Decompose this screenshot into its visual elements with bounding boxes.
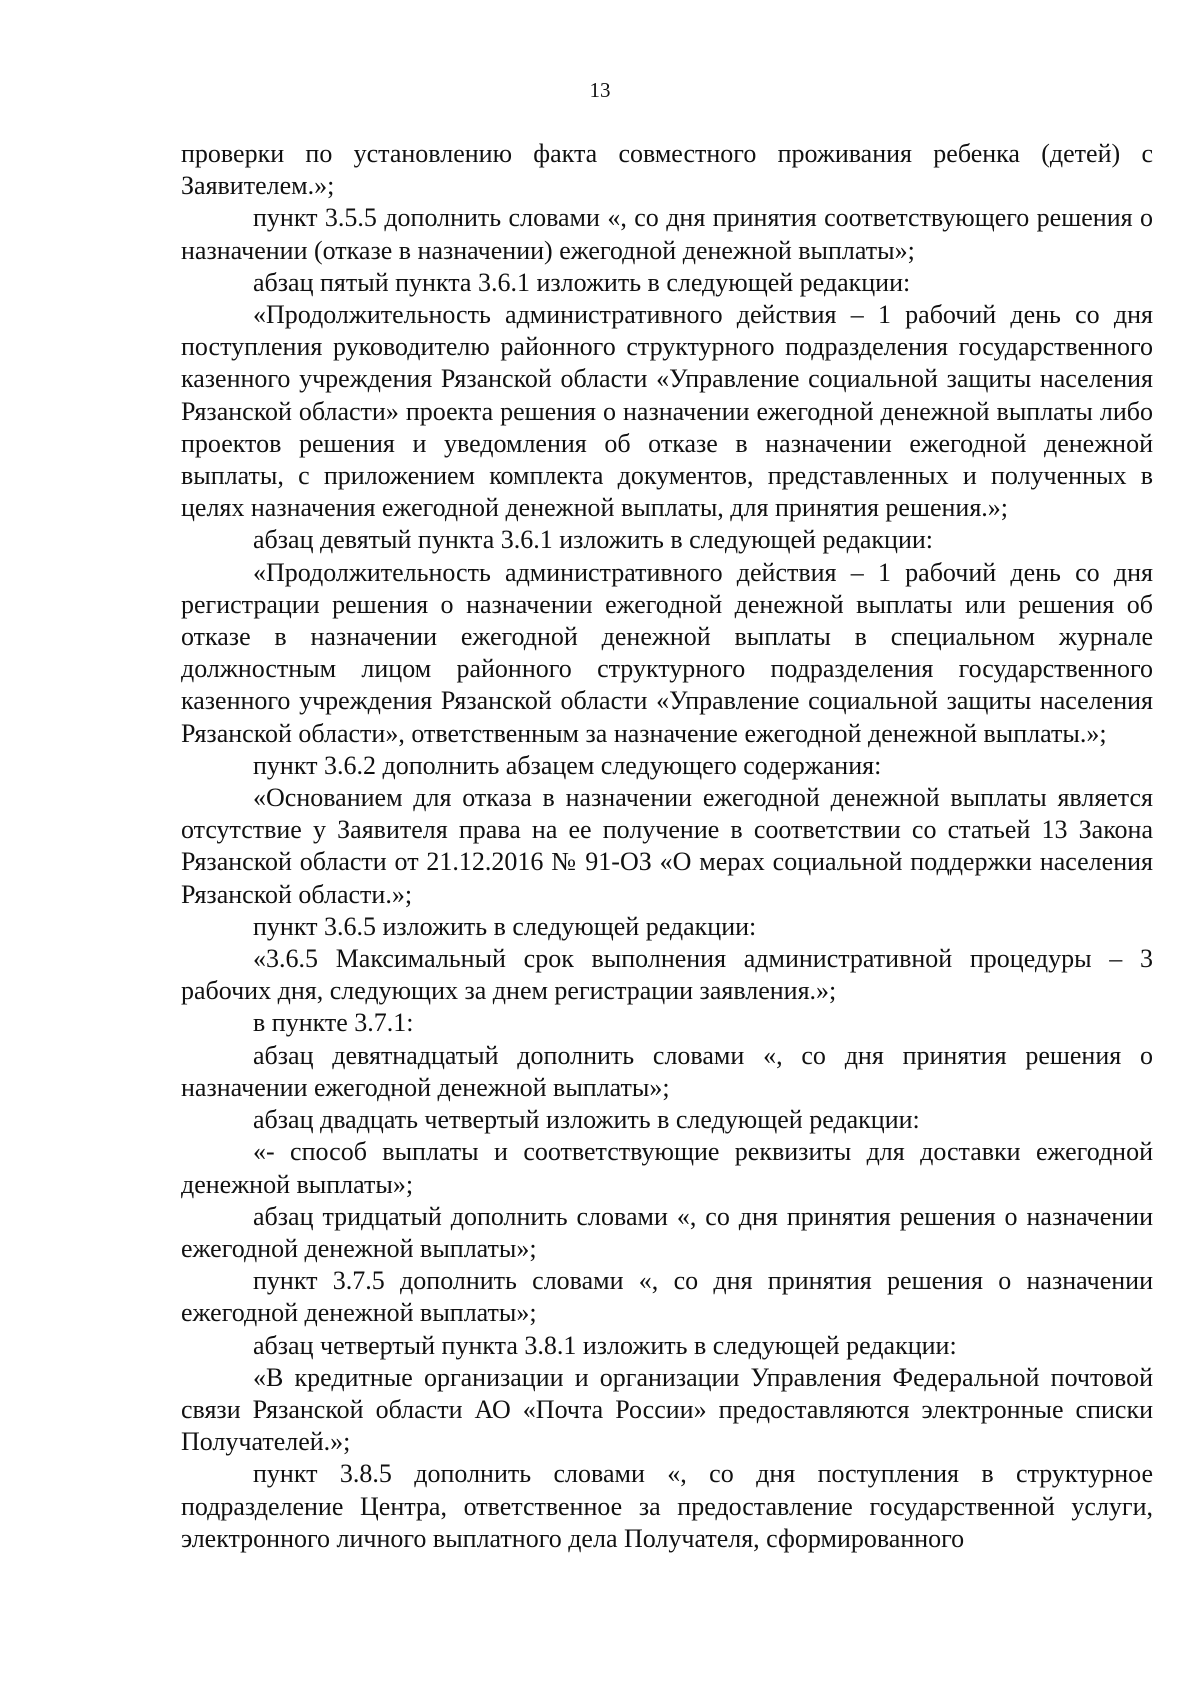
paragraph-item-3-5-5: пункт 3.5.5 дополнить словами «, со дня принятия соответствующего решения о назначении (отказе в назначении) ежегодной денежной выплаты»; xyxy=(181,203,1153,265)
paragraph-quote-duration-2: «Продолжительность административного действия – 1 рабочий день со дня регистрации решения о назначении ежегодной денежной выплаты или решения об отказе в назначении ежегодной денежной выплаты в специальном журнале должностным лицом районного структурного подразделения государственного казенного учреждения Рязанской области «Управление социальной защиты населения Рязанской области», ответственным за назначение ежегодной денежной выплаты.»; xyxy=(181,557,1153,748)
paragraph-continuation: проверки по установлению факта совместного проживания ребенка (детей) с Заявителем.»; xyxy=(181,139,1153,201)
paragraph-quote-duration-1: «Продолжительность административного действия – 1 рабочий день со дня поступления руководителю районного структурного подразделения государственного казенного учреждения Рязанской области «Управление социальной защиты населения Рязанской области» проекта решения о назначении ежегодной денежной выплаты либо проектов решения и уведомления об отказе в назначении ежегодной денежной выплаты, с приложением комплекта документов, представленных и полученных в целях назначения ежегодной денежной выплаты, для принятия решения.»; xyxy=(181,300,1153,523)
paragraph-item-3-7-5: пункт 3.7.5 дополнить словами «, со дня принятия решения о назначении ежегодной денежной выплаты»; xyxy=(181,1266,1153,1328)
paragraph-abzac-19: абзац девятнадцатый дополнить словами «, со дня принятия решения о назначении ежегодной денежной выплаты»; xyxy=(181,1040,1153,1102)
paragraph-item-3-6-5: пункт 3.6.5 изложить в следующей редакции: xyxy=(253,911,757,941)
paragraph-quote-max-term: «3.6.5 Максимальный срок выполнения административной процедуры – 3 рабочих дня, следующих за днем регистрации заявления.»; xyxy=(181,944,1153,1006)
paragraph-item-3-7-1: в пункте 3.7.1: xyxy=(253,1008,414,1038)
paragraph-quote-refusal-basis: «Основанием для отказа в назначении ежегодной денежной выплаты является отсутствие у Заявителя права на ее получение в соответствии со статьей 13 Закона Рязанской области от 21.12.2016 № 91-ОЗ «О мерах социальной поддержки населения Рязанской области.»; xyxy=(181,783,1153,909)
paragraph-abzac-24: абзац двадцать четвертый изложить в следующей редакции: xyxy=(253,1105,920,1135)
paragraph-abzac-30: абзац тридцатый дополнить словами «, со дня принятия решения о назначении ежегодной денежной выплаты»; xyxy=(181,1201,1153,1263)
paragraph-item-3-6-2: пункт 3.6.2 дополнить абзацем следующего содержания: xyxy=(253,750,882,780)
paragraph-quote-payment-method: «- способ выплаты и соответствующие реквизиты для доставки ежегодной денежной выплаты»; xyxy=(181,1137,1153,1199)
paragraph-item-3-6-1-abzac-9: абзац девятый пункта 3.6.1 изложить в следующей редакции: xyxy=(253,525,934,555)
paragraph-item-3-8-5: пункт 3.8.5 дополнить словами «, со дня поступления в структурное подразделение Центра, ответственное за предоставление государственной услуги, электронного личного выплатного дела Получателя, сформированного xyxy=(181,1459,1153,1553)
paragraph-quote-credit-orgs: «В кредитные организации и организации Управления Федеральной почтовой связи Рязанской области АО «Почта России» предоставляются электронные списки Получателей.»; xyxy=(181,1362,1153,1457)
document-body xyxy=(181,138,1153,1555)
page-number: 13 xyxy=(589,78,611,102)
paragraph-item-3-8-1-abzac-4: абзац четвертый пункта 3.8.1 изложить в следующей редакции: xyxy=(253,1330,957,1360)
paragraph-item-3-6-1-abzac-5: абзац пятый пункта 3.6.1 изложить в следующей редакции: xyxy=(253,267,911,297)
